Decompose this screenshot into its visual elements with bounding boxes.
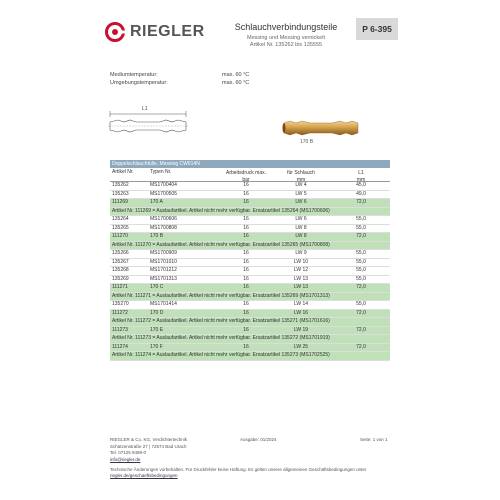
cell-druck: 16: [243, 190, 249, 197]
cell-l1: 72,0: [356, 343, 366, 350]
cell-l1: 72,0: [356, 284, 366, 290]
cell-schlauch: LW 8: [295, 224, 307, 231]
table-title: Doppelschlauchtülle, Messing CW614N: [110, 160, 390, 168]
cell-schlauch: LW 16: [293, 309, 309, 316]
cell-l1: 55,0: [356, 275, 366, 282]
table-row: [110, 182, 390, 191]
cell-l1: 55,0: [356, 267, 366, 273]
header-unit: bar: [242, 177, 250, 183]
cell-typen: 170 B: [150, 233, 164, 239]
cell-schlauch: LW 4: [295, 182, 307, 188]
table-note-row: [110, 318, 390, 327]
footer: [110, 437, 410, 479]
cell-typen: 170 C: [150, 284, 164, 290]
document-subtitle: [222, 35, 350, 49]
cell-typen: MS1700808: [150, 224, 177, 231]
cell-l1: 55,0: [356, 258, 366, 265]
table-note-row: [110, 242, 390, 251]
spec-value: max. 60 °C: [222, 72, 250, 78]
spec-row: [110, 79, 360, 87]
brand-name: RIEGLER: [130, 23, 205, 40]
header-text: Arbeitsdruck max.: [225, 170, 266, 176]
cell-artikel: 135266: [112, 250, 129, 256]
cell-schlauch: LW 19: [293, 326, 309, 333]
table-row: [110, 344, 390, 353]
cell-artikel: 111274: [112, 343, 128, 350]
header-l1: [332, 168, 390, 181]
table-note-row: [110, 293, 390, 302]
table-note-row: [110, 335, 390, 344]
cell-druck: 16: [243, 224, 249, 231]
cell-artikel: 135269: [112, 275, 129, 282]
cell-typen: MS1700404: [150, 182, 177, 188]
cell-l1: 55,0: [356, 301, 366, 307]
cell-artikel: 111273: [112, 326, 128, 333]
table-row: [110, 301, 390, 310]
header-typen: Typen Nr.: [150, 169, 172, 175]
cell-druck: 16: [243, 309, 249, 316]
cell-typen: MS1701010: [150, 258, 177, 265]
footer-page-block: [360, 437, 410, 463]
cell-artikel: 135263: [112, 190, 129, 197]
cell-druck: 16: [243, 199, 249, 205]
table-note-row: [110, 352, 390, 361]
product-table: [110, 160, 390, 361]
cell-schlauch: LW 14: [293, 301, 309, 307]
table-row: [110, 250, 390, 259]
header-artikel: Artikel Nr.: [112, 169, 134, 175]
cell-artikel: 135270: [112, 301, 129, 307]
cell-druck: 16: [243, 343, 249, 350]
cell-schlauch: LW 10: [293, 258, 309, 265]
cell-schlauch: LW 12: [293, 267, 309, 273]
note-text: Artikel Nr. 111274 = Auslaufartikel. Artikel nicht mehr verfügbar. Ersatzartikel 135273 (MS1702525): [112, 352, 330, 358]
note-text: Artikel Nr. 111272 = Auslaufartikel. Artikel nicht mehr verfügbar. Ersatzartikel 135271 (MS1701616): [112, 318, 330, 324]
spec-value: max. 60 °C: [222, 80, 250, 86]
header-druck: [222, 168, 270, 181]
cell-schlauch: LW 13: [293, 284, 309, 290]
cell-schlauch: LW 8: [295, 233, 307, 239]
cell-schlauch: LW 6: [295, 216, 307, 222]
footer-page: Seite: 1 von 1: [360, 437, 388, 442]
note-text: Artikel Nr. 111269 = Auslaufartikel. Artikel nicht mehr verfügbar. Ersatzartikel 135264 (MS1700606): [112, 207, 330, 214]
cell-druck: 16: [243, 182, 249, 188]
footer-phone: Tel. 07125 9488-0: [110, 450, 147, 455]
cell-l1: 72,0: [356, 326, 366, 333]
subtitle-line: Artikel Nr. 135262 bis 135555: [249, 42, 323, 48]
header-text: für Schlauch: [287, 170, 315, 176]
cell-schlauch: LW 25: [293, 343, 309, 350]
table-row: [110, 267, 390, 276]
footer-disclaimer: [110, 467, 410, 479]
header-unit: mm: [356, 177, 366, 183]
spec-label: Mediumtemperatur:: [110, 72, 158, 78]
subtitle-line: Messing und Messing vernickelt: [247, 35, 325, 41]
specifications: [110, 71, 360, 87]
header-text: L1: [358, 170, 364, 176]
spec-label: Umgebungstemperatur:: [110, 80, 168, 86]
cell-schlauch: LW 5: [295, 190, 307, 197]
table-row: [110, 276, 390, 285]
cell-druck: 16: [243, 233, 249, 239]
cell-l1: 55,0: [356, 250, 366, 256]
note-text: Artikel Nr. 111271 = Auslaufartikel. Artikel nicht mehr verfügbar. Ersatzartikel 135269 (MS1701313): [112, 292, 330, 299]
table-row: [110, 225, 390, 234]
footer-address: Schützenstraße 27 | 72574 Bad Urach: [110, 443, 187, 449]
header-block: [222, 22, 350, 49]
cell-druck: 16: [243, 216, 249, 222]
table-row: [110, 284, 390, 293]
table-row: [110, 199, 390, 208]
dimension-label: L1: [142, 106, 148, 112]
table-note-row: [110, 208, 390, 217]
cell-l1: 49,0: [356, 190, 366, 197]
product-image-label: 170 B: [300, 139, 314, 145]
footer-columns: [110, 437, 410, 463]
cell-l1: 55,0: [356, 224, 366, 231]
technical-drawing: [108, 108, 198, 138]
table-row: [110, 327, 390, 336]
cell-druck: 16: [243, 258, 249, 265]
page-code-badge: P 6-395: [356, 18, 398, 40]
cell-druck: 16: [243, 301, 249, 307]
cell-druck: 16: [243, 250, 249, 256]
footer-address-block: [110, 437, 240, 463]
cell-l1: 72,0: [356, 309, 366, 316]
note-text: Artikel Nr. 111273 = Auslaufartikel. Artikel nicht mehr verfügbar. Ersatzartikel 135272 (MS1701919): [112, 335, 330, 341]
cell-artikel: 135264: [112, 216, 129, 222]
cell-artikel: 111271: [112, 284, 128, 290]
cell-artikel: 111270: [112, 233, 128, 239]
cell-typen: MS1701414: [150, 301, 177, 307]
cell-typen: MS1700606: [150, 216, 177, 222]
cell-typen: MS1700505: [150, 190, 177, 197]
table-body: [110, 182, 390, 361]
table-row: [110, 191, 390, 200]
cell-druck: 16: [243, 267, 249, 273]
cell-artikel: 111269: [112, 199, 128, 205]
cell-druck: 16: [243, 284, 249, 290]
brand-logo: [105, 22, 205, 42]
cell-schlauch: LW 9: [295, 250, 307, 256]
cell-typen: 170 A: [150, 199, 163, 205]
table-header: [110, 168, 390, 182]
cell-typen: MS1700909: [150, 250, 177, 256]
cell-artikel: 135268: [112, 267, 129, 273]
disclaimer-line: Technische Änderungen vorbehalten. Für Druckfehler keine Haftung. Es gelten unsere allgemeinen Geschäftsbedingungen unter: [110, 467, 367, 472]
cell-artikel: 135262: [112, 182, 129, 188]
cell-typen: 170 F: [150, 343, 163, 350]
cell-l1: 45,0: [356, 182, 366, 188]
cell-artikel: 135265: [112, 224, 129, 231]
terms-link[interactable]: riegler.de/geschaeftsbedingungen: [110, 473, 178, 478]
footer-issue: Ausgabe: 01/2024: [240, 437, 277, 442]
table-row: [110, 259, 390, 268]
cell-artikel: 111272: [112, 309, 128, 316]
cell-typen: 170 E: [150, 326, 164, 333]
document-title: Schlauchverbindungsteile: [234, 22, 338, 32]
header-unit: mm: [296, 177, 306, 183]
cell-artikel: 135267: [112, 258, 129, 265]
cell-l1: 72,0: [356, 233, 366, 239]
cell-l1: 72,0: [356, 199, 366, 205]
cell-typen: MS1701212: [150, 267, 177, 273]
product-image: [240, 112, 390, 144]
cell-l1: 55,0: [356, 216, 366, 222]
header-schlauch: [270, 168, 332, 181]
cell-schlauch: LW 13: [293, 275, 309, 282]
table-row: [110, 233, 390, 242]
cell-typen: 170 D: [150, 309, 164, 316]
cell-druck: 16: [243, 326, 249, 333]
footer-company: RIEGLER & Co. KG, Verdichtertechnik: [110, 437, 188, 442]
spec-row: [110, 71, 360, 79]
table-row: [110, 310, 390, 319]
cell-typen: MS1701313: [150, 275, 177, 282]
riegler-logo-icon: [105, 22, 125, 42]
cell-schlauch: LW 6: [295, 199, 307, 205]
table-row: [110, 216, 390, 225]
footer-issue-block: [240, 437, 360, 463]
footer-email-link[interactable]: info@riegler.de: [110, 456, 141, 462]
cell-druck: 16: [243, 275, 249, 282]
note-text: Artikel Nr. 111270 = Auslaufartikel. Artikel nicht mehr verfügbar. Ersatzartikel 135265 (MS1700808): [112, 241, 330, 248]
